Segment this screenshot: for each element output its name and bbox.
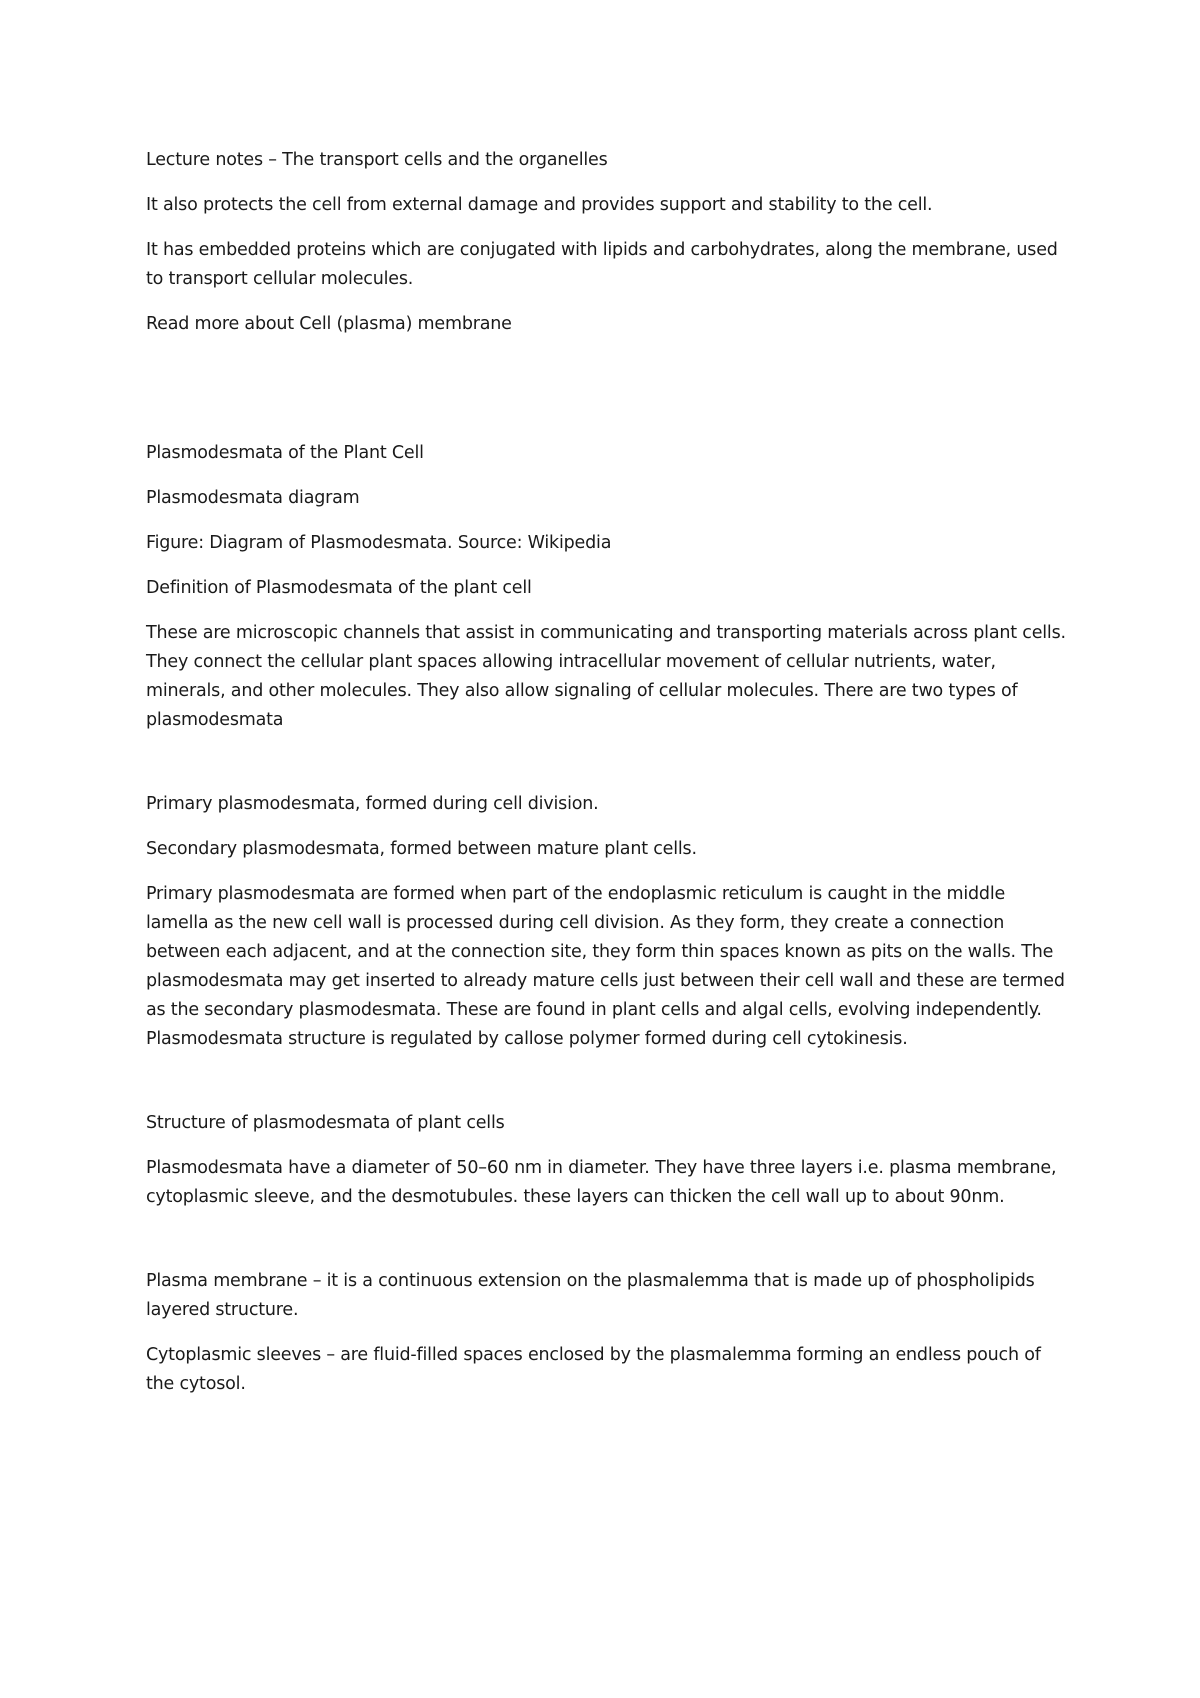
paragraph: Plasmodesmata diagram xyxy=(146,488,360,508)
section-heading: Plasmodesmata of the Plant Cell xyxy=(146,443,424,463)
paragraph: It has embedded proteins which are conjugated with lipids and carbohydrates, along the membrane, used to transport cellular molecules. xyxy=(146,240,1058,289)
list-item: Secondary plasmodesmata, formed between mature plant cells. xyxy=(146,839,697,859)
document-body xyxy=(146,146,1066,1415)
paragraph: These are microscopic channels that assist in communicating and transporting materials across plant cells. They connect the cellular plant spaces allowing intracellular movement of cellular nutrients, water, minerals, and other molecules. They also allow signaling of cellular molecules. There are two types of plasmodesmata xyxy=(146,623,1066,730)
paragraph: Plasmodesmata have a diameter of 50–60 nm in diameter. They have three layers i.e. plasma membrane, cytoplasmic sleeve, and the desmotubules. these layers can thicken the cell wall up to about 90nm. xyxy=(146,1158,1057,1207)
paragraph: Plasma membrane – it is a continuous extension on the plasmalemma that is made up of phospholipids layered structure. xyxy=(146,1271,1035,1320)
paragraph: Primary plasmodesmata are formed when part of the endoplasmic reticulum is caught in the middle lamella as the new cell wall is processed during cell division. As they form, they create a connection between each adjacent, and at the connection site, they form thin spaces known as pits on the walls. The plasmodesmata may get inserted to already mature cells just between their cell wall and these are termed as the secondary plasmodesmata. These are found in plant cells and algal cells, evolving independently. Plasmodesmata structure is regulated by callose polymer formed during cell cytokinesis. xyxy=(146,884,1065,1049)
section-heading: Definition of Plasmodesmata of the plant cell xyxy=(146,578,532,598)
list-item: Primary plasmodesmata, formed during cell division. xyxy=(146,794,599,814)
read-more-link-text: Read more about Cell (plasma) membrane xyxy=(146,314,512,334)
document-title: Lecture notes – The transport cells and the organelles xyxy=(146,150,608,170)
section-heading: Structure of plasmodesmata of plant cells xyxy=(146,1113,505,1133)
paragraph: Cytoplasmic sleeves – are fluid-filled spaces enclosed by the plasmalemma forming an endless pouch of the cytosol. xyxy=(146,1345,1041,1394)
figure-caption: Figure: Diagram of Plasmodesmata. Source: Wikipedia xyxy=(146,533,612,553)
paragraph: It also protects the cell from external damage and provides support and stability to the cell. xyxy=(146,195,933,215)
